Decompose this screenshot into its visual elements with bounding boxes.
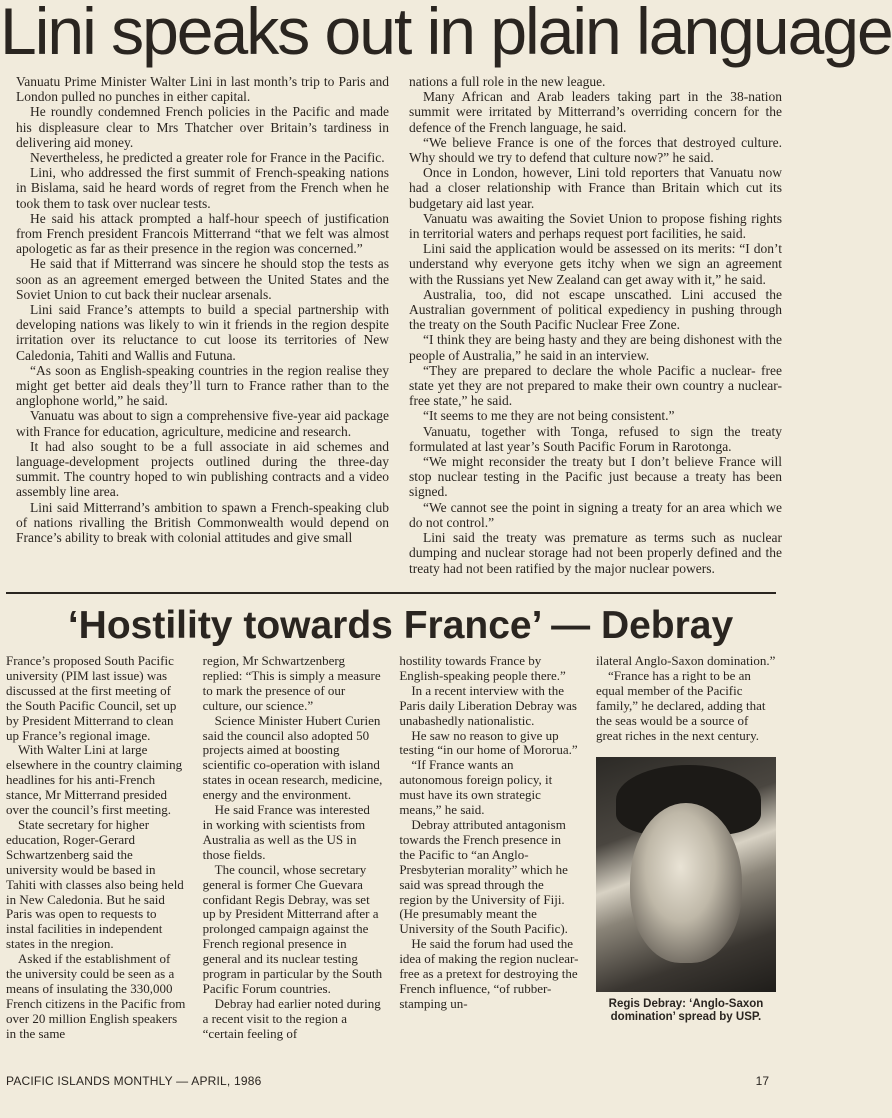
paragraph: Science Minister Hubert Curien said the council also adopted 50 projects aimed at boosting scientific co-operation with island states in ocean research, medicine, energy and the environment. [202, 712, 383, 803]
paragraph: “If France wants an autonomous foreign policy, it must have its own strategic means,” he said. [399, 757, 553, 818]
paragraph: State secretary for higher education, Roger-Gerard Schwartzenberg said the university would be based in Tahiti with classes also being held in New Caledonia. But he said Paris was open to requests to instal facilities in independent states in the nregion. [6, 816, 184, 952]
article2-headline: ‘Hostility towards France’ — Debray [67, 604, 734, 647]
paragraph: Lini said France’s attempts to build a special partnership with developing nations was likely to win it friends in the region despite irritation over its reluctance to cut loose its territories of New Caledonia, Tahiti and Wallis and Futuna. [16, 302, 389, 363]
paragraph: “It seems to me they are not being consistent.” [423, 408, 675, 424]
paragraph: “I think they are being hasty and they are being dishonest with the people of Australia,” he said in an interview. [409, 332, 782, 363]
paragraph: Once in London, however, Lini told reporters that Vanuatu now had a closer relationship with France than Britain which cut its budgetary aid last year. [409, 165, 782, 211]
paragraph: Many African and Arab leaders taking part in the 38-nation summit were irritated by Mitterrand’s overriding concern for the defence of the French language, he said. [409, 89, 782, 135]
paragraph: “We believe France is one of the forces that destroyed culture. Why should we try to defend that culture now?” he said. [409, 134, 782, 166]
paragraph: region, Mr Schwartzenberg replied: “This is simply a measure to mark the presence of our culture, our science.” [202, 653, 381, 713]
paragraph: In a recent interview with the Paris daily Liberation Debray was unabashedly nationalistic. [399, 682, 577, 728]
paragraph: “As soon as English-speaking countries in the region realise they might get better aid deals they’ll turn to France rather than to the anglophone world,” he said. [16, 362, 389, 409]
paragraph: ilateral Anglo-Saxon domination.” [595, 653, 776, 668]
debray-photo [596, 757, 776, 992]
paragraph: Debray had earlier noted during a recent visit to the region a “certain feeling of [202, 995, 381, 1041]
article2-body [6, 654, 776, 1064]
paragraph: “They are prepared to declare the whole Pacific a nuclear- free state yet they are not prepared to make their own country a nuclear-free state,” he said. [409, 362, 782, 409]
paragraph: He roundly condemned French policies in the Pacific and made his displeasure clear to Mrs Thatcher over Britain’s tardiness in delivering aid money. [16, 104, 389, 150]
paragraph: He said the forum had used the idea of making the region nuclear-free as a pretext for destroying the French influence, “of rubber-stamping un- [399, 936, 579, 1011]
article2-column-2 [203, 654, 383, 1064]
paragraph: Debray attributed antagonism towards the French presence in the Pacific to “an Anglo-Presbyterian morality” which he said was spread through the region by the University of Fiji. (He presumably meant the University of the South Pacific). [399, 816, 568, 937]
paragraph: nations a full role in the new league. [409, 74, 606, 89]
paragraph: Lini said the treaty was premature as terms such as nuclear dumping and nuclear storage had not been properly defined and the treaty had not been ratified by the major nuclear powers. [409, 530, 782, 576]
paragraph: He said France was interested in working with scientists from Australia as well as the US in those fields. [202, 802, 370, 862]
paragraph: With Walter Lini at large elsewhere in the country claiming headlines for his anti-French stance, Mr Mitterrand presided over the council’s first meeting. [6, 742, 183, 818]
paragraph: “We might reconsider the treaty but I don’t believe France will stop nuclear testing in the Pacific just because a treaty has been signed. [409, 454, 782, 500]
article2-column-3 [399, 654, 579, 1064]
article1-column-left [16, 74, 389, 576]
paragraph: Lini said Mitterrand’s ambition to spawn a French-speaking club of nations rivalling the British Commonwealth would depend on France’s ability to break with colonial attitudes and give small [16, 499, 389, 546]
paragraph: Australia, too, did not escape unscathed. Lini accused the Australian government of political expediency in pushing through the treaty on the South Pacific Nuclear Free Zone. [409, 286, 782, 333]
paragraph: Lini, who addressed the first summit of French-speaking nations in Bislama, said he heard words of regret from the French when he took them to task over nuclear tests. [16, 165, 389, 211]
article1-column-right [409, 74, 782, 576]
paragraph: Vanuatu was awaiting the Soviet Union to propose fishing rights in territorial waters and perhaps request port facilities, he said. [409, 210, 782, 242]
paragraph: It had also sought to be a full associate in aid schemes and language-development projects outlined during the three-day summit. The country hoped to win publishing contracts and a video assembly line area. [16, 438, 389, 500]
paragraph: He saw no reason to give up testing “in our home of Mororua.” [399, 727, 578, 758]
paragraph: Lini said the application would be assessed on its merits: “I don’t understand why everyone gets itchy when we sign an agreement with the Russians yet New Zealand can get away with it,” he said. [409, 241, 782, 287]
publication-footer: PACIFIC ISLANDS MONTHLY — APRIL, 1986 [6, 1074, 262, 1088]
article2-column-1 [6, 654, 186, 1064]
paragraph: “France has a right to be an equal member of the Pacific family,” he declared, adding that the seas would be a source of great riches in the next century. [595, 667, 766, 743]
paragraph: Vanuatu, together with Tonga, refused to sign the treaty formulated at last year’s South Pacific Forum in Rarotonga. [409, 423, 782, 454]
photo-face-shape [630, 803, 742, 963]
photo-caption: Regis Debray: ‘Anglo-Saxon domination’ spread by USP. [608, 998, 764, 1024]
paragraph: “We cannot see the point in signing a treaty for an area which we do not control.” [409, 499, 782, 530]
paragraph: Nevertheless, he predicted a greater role for France in the Pacific. [30, 150, 385, 166]
article2-column-4 [596, 654, 776, 1064]
paragraph: Vanuatu Prime Minister Walter Lini in last month’s trip to Paris and London pulled no punches in either capital. [16, 74, 389, 105]
paragraph: hostility towards France by English-speaking people there.” [399, 653, 566, 683]
paragraph: Asked if the establishment of the university could be seen as a means of insulating the 330,000 French citizens in the Pacific from over 20 million English speakers in the same [6, 951, 186, 1041]
paragraph: He said that if Mitterrand was sincere he should stop the tests as soon as an agreement emerged between the United States and the Soviet Union to cut back their nuclear arsenals. [16, 256, 389, 302]
article1-body [16, 74, 782, 576]
article1-headline: Lini speaks out in plain language [0, 0, 892, 68]
paragraph: France’s proposed South Pacific university (PIM last issue) was discussed at the first meeting of the South Pacific Council, set up by President Mitterrand to clean up France’s regional image. [6, 653, 177, 743]
paragraph: The council, whose secretary general is former Che Guevara confidant Regis Debray, was set up by President Mitterrand after a prolonged campaign against the French regional presence in general and its nuclear testing program in particular by the South Pacific Forum countries. [202, 861, 383, 996]
paragraph: He said his attack prompted a half-hour speech of justification from French president Francois Mitterrand “that we felt was almost apologetic as far as their presence in the region was concerned.” [16, 210, 389, 257]
section-divider [6, 592, 776, 594]
page-number: 17 [755, 1074, 769, 1088]
paragraph: Vanuatu was about to sign a comprehensive five-year aid package with France for education, agriculture, medicine and research. [16, 408, 389, 439]
